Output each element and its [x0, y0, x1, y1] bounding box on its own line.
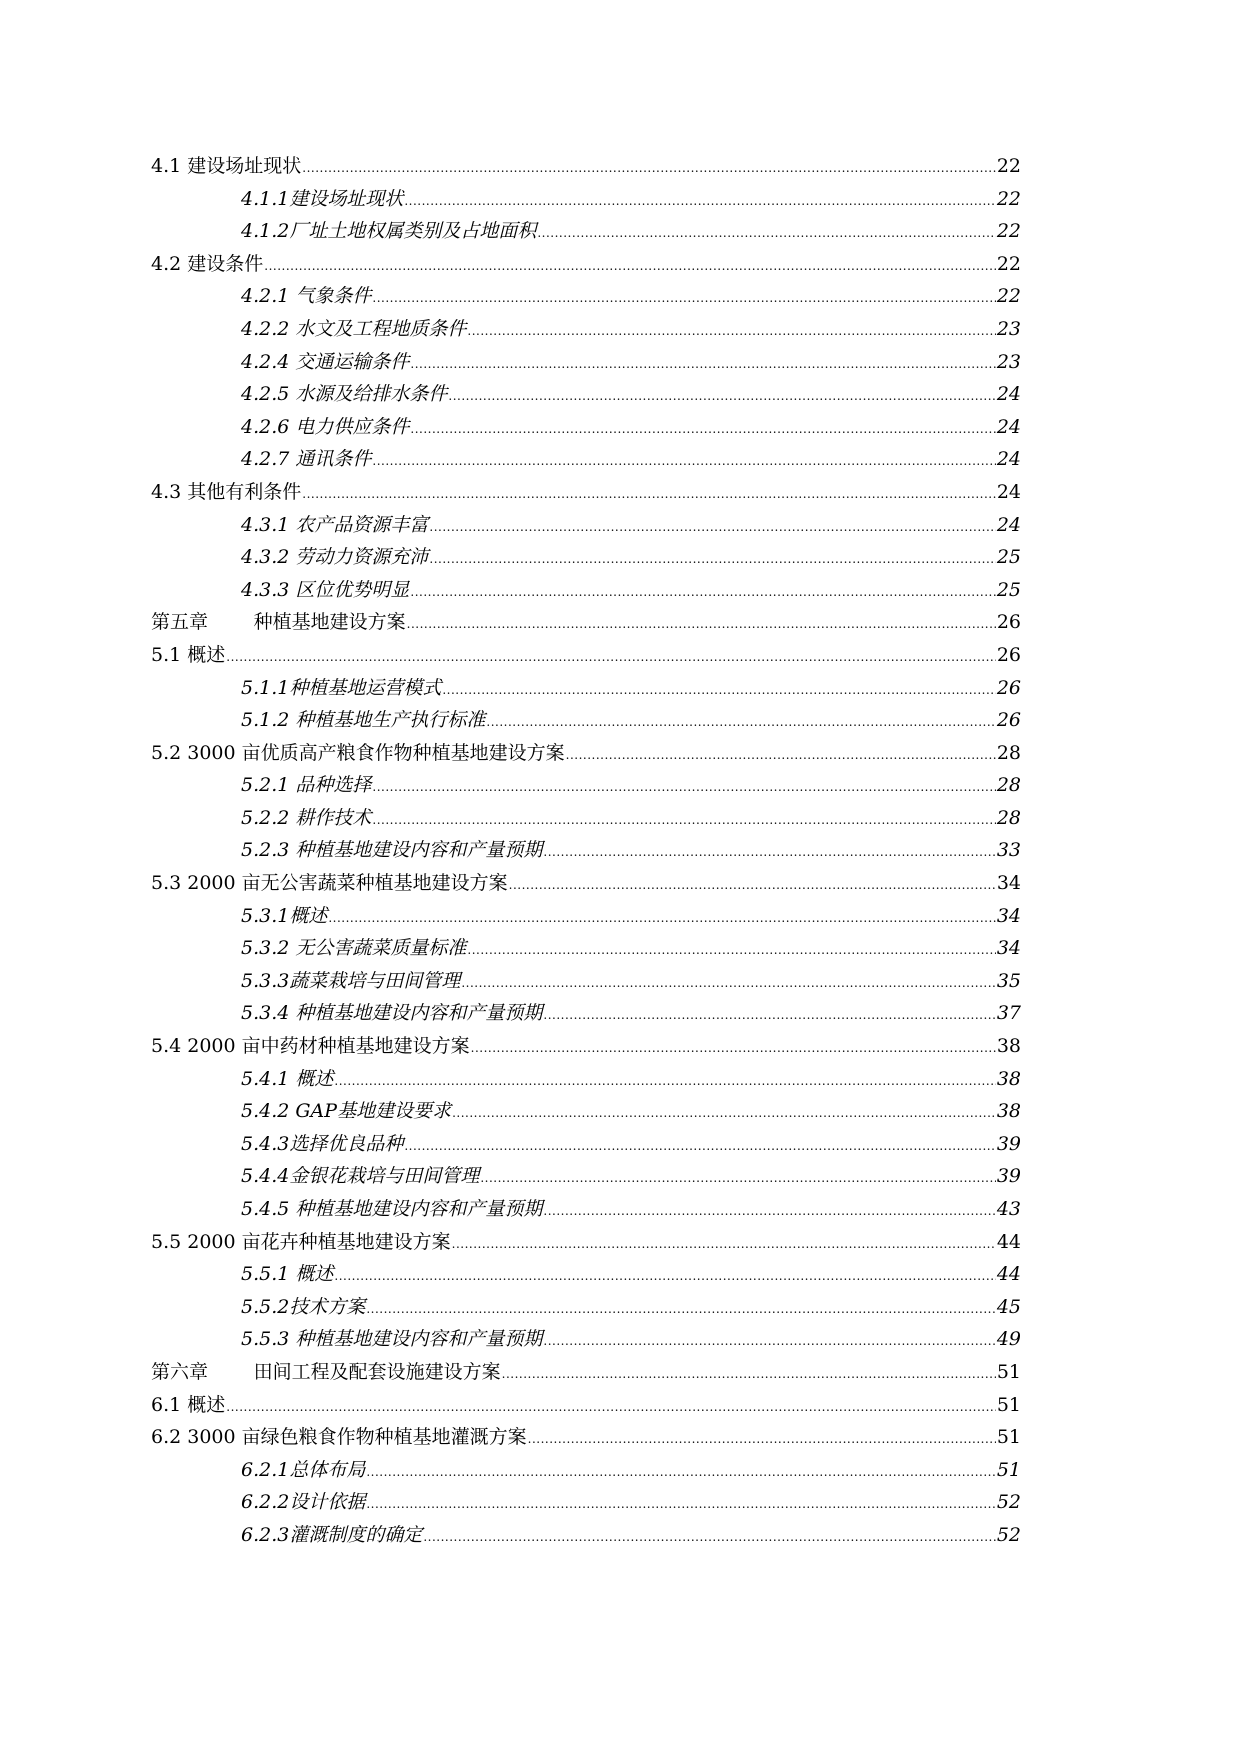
toc-entry-title: 4.2 建设条件: [151, 252, 264, 275]
toc-entry-title: 4.2.5 水源及给排水条件: [241, 383, 448, 406]
page-number: 24: [996, 480, 1021, 503]
dot-leader: [372, 282, 995, 315]
toc-entry-title: 5.5.2技术方案: [241, 1295, 366, 1318]
dot-leader: [461, 967, 995, 1000]
toc-subentry[interactable]: [151, 1160, 1021, 1193]
dot-leader: [502, 1358, 996, 1391]
toc-entry-title: 5.2.1 品种选择: [241, 774, 372, 797]
toc-subentry[interactable]: [151, 1291, 1021, 1324]
toc-entry-title: 6.1 概述: [151, 1393, 226, 1416]
toc-entry-title: 4.1 建设场址现状: [151, 155, 302, 177]
dot-leader: [486, 706, 995, 739]
dot-leader: [366, 1293, 995, 1326]
toc-entry-title: 5.3.2 无公害蔬菜质量标准: [241, 937, 467, 960]
page-number: 43: [996, 1198, 1021, 1220]
page-number: 25: [996, 546, 1021, 569]
page-number: 51: [996, 1360, 1021, 1383]
toc-entry-title: 6.2 3000 亩绿色粮食作物种植基地灌溉方案: [151, 1426, 527, 1449]
toc-entry[interactable]: [151, 150, 1021, 183]
page-number: 22: [996, 285, 1021, 308]
toc-entry[interactable]: [151, 1030, 1021, 1063]
dot-leader: [302, 478, 996, 511]
toc-subentry[interactable]: [151, 280, 1021, 313]
toc-entry-title: 5.3.4 种植基地建设内容和产量预期: [241, 1002, 543, 1025]
page-number: 34: [996, 872, 1021, 895]
dot-leader: [410, 576, 995, 609]
toc-entry-title: 6.2.1总体布局: [241, 1458, 366, 1481]
page-number: 26: [996, 643, 1021, 666]
page-number: 24: [996, 383, 1021, 406]
page-number: 28: [996, 806, 1021, 829]
toc-subentry[interactable]: [151, 1258, 1021, 1291]
chapter-label: 第六章: [151, 1360, 209, 1383]
toc-entry[interactable]: [151, 1356, 1021, 1389]
page-number: 52: [996, 1491, 1021, 1514]
toc-entry-title: 5.4.2 GAP基地建设要求: [241, 1100, 452, 1123]
dot-leader: [334, 1065, 995, 1098]
toc-entry[interactable]: [151, 867, 1021, 900]
page-number: 35: [996, 969, 1021, 992]
dot-leader: [480, 1162, 995, 1195]
page-number: 51: [996, 1458, 1021, 1481]
page-number: 39: [996, 1165, 1021, 1188]
dot-leader: [372, 771, 995, 804]
page-number: 28: [996, 741, 1021, 764]
chapter-title: 种植基地建设方案: [253, 611, 406, 634]
toc-entry-title: 4.3.1 农产品资源丰富: [241, 513, 429, 536]
dot-leader: [543, 1325, 995, 1358]
dot-leader: [467, 315, 995, 348]
toc-entry[interactable]: [151, 1226, 1021, 1259]
dot-leader: [334, 1260, 995, 1293]
toc-subentry[interactable]: [151, 443, 1021, 476]
page-number: 52: [996, 1523, 1021, 1546]
dot-leader: [226, 1391, 996, 1424]
toc-entry-title: [151, 1356, 501, 1389]
dot-leader: [372, 445, 995, 478]
dot-leader: [226, 641, 996, 674]
page-number: 26: [996, 611, 1021, 634]
page-number: 38: [996, 1035, 1021, 1058]
page-number: 22: [996, 220, 1021, 243]
page-number: 37: [996, 1002, 1021, 1025]
toc-entry-title: 4.3.2 劳动力资源充沛: [241, 546, 429, 569]
toc-subentry[interactable]: [151, 1486, 1021, 1519]
page-number: 34: [996, 937, 1021, 960]
page-number: 24: [996, 415, 1021, 438]
dot-leader: [442, 674, 995, 707]
toc-entry-title: 4.2.2 水文及工程地质条件: [241, 317, 467, 340]
toc-subentry[interactable]: [151, 574, 1021, 607]
toc-entry-title: 5.4.1 概述: [241, 1067, 334, 1090]
dot-leader: [543, 1195, 995, 1228]
toc-entry-title: 4.3 其他有利条件: [151, 480, 302, 503]
toc-entry[interactable]: [151, 737, 1021, 770]
dot-leader: [543, 999, 995, 1032]
toc-entry-title: 5.5 2000 亩花卉种植基地建设方案: [151, 1230, 451, 1253]
toc-entry-title: 5.1.2 种植基地生产执行标准: [241, 709, 486, 732]
toc-entry-title: 4.2.1 气象条件: [241, 285, 372, 308]
page-number: 24: [996, 448, 1021, 471]
dot-leader: [366, 1488, 995, 1521]
page-number: 25: [996, 578, 1021, 601]
toc-entry-title: 5.2.2 耕作技术: [241, 806, 372, 829]
page-number: 33: [996, 839, 1021, 862]
dot-leader: [302, 152, 996, 185]
dot-leader: [264, 250, 996, 283]
dot-leader: [528, 1423, 996, 1456]
dot-leader: [404, 185, 995, 218]
dot-leader: [467, 934, 995, 967]
toc-subentry[interactable]: [151, 215, 1021, 248]
toc-entry-title: 5.3.1概述: [241, 904, 328, 927]
toc-entry-title: 5.3 2000 亩无公害蔬菜种植基地建设方案: [151, 872, 508, 895]
page-number: 22: [996, 155, 1021, 177]
toc-entry-title: 5.1 概述: [151, 643, 226, 666]
toc-subentry[interactable]: [151, 704, 1021, 737]
toc-entry-title: 5.5.1 概述: [241, 1263, 334, 1286]
dot-leader: [407, 608, 996, 641]
toc-entry[interactable]: [151, 606, 1021, 639]
page-number: 22: [996, 252, 1021, 275]
toc-subentry[interactable]: [151, 1095, 1021, 1128]
dot-leader: [452, 1097, 996, 1130]
toc-entry-title: [151, 606, 406, 639]
dot-leader: [543, 836, 995, 869]
toc-entry-title: 4.2.4 交通运输条件: [241, 350, 410, 373]
dot-leader: [448, 380, 995, 413]
toc-entry-title: 4.2.6 电力供应条件: [241, 415, 410, 438]
toc-subentry[interactable]: [151, 1323, 1021, 1356]
toc-subentry[interactable]: [151, 1519, 1021, 1552]
page-number: 44: [996, 1263, 1021, 1286]
toc-entry-title: 5.2 3000 亩优质高产粮食作物种植基地建设方案: [151, 741, 565, 764]
toc-subentry[interactable]: [151, 378, 1021, 411]
toc-subentry[interactable]: [151, 672, 1021, 705]
toc-subentry[interactable]: [151, 411, 1021, 444]
dot-leader: [410, 348, 995, 381]
toc-subentry[interactable]: [151, 1193, 1021, 1226]
dot-leader: [566, 739, 996, 772]
page-number: 28: [996, 774, 1021, 797]
toc-entry-title: 5.4.3选择优良品种: [241, 1132, 404, 1155]
page-number: 51: [996, 1426, 1021, 1449]
toc-subentry[interactable]: [151, 541, 1021, 574]
toc-entry-title: 4.2.7 通讯条件: [241, 448, 372, 471]
toc-subentry[interactable]: [151, 346, 1021, 379]
toc-subentry[interactable]: [151, 997, 1021, 1030]
toc-entry[interactable]: [151, 248, 1021, 281]
page-number: 26: [996, 676, 1021, 699]
table-of-contents: [151, 150, 1021, 1552]
page-number: 23: [996, 350, 1021, 373]
dot-leader: [429, 543, 995, 576]
chapter-title: 田间工程及配套设施建设方案: [253, 1360, 501, 1383]
toc-entry-title: 5.3.3蔬菜栽培与田间管理: [241, 969, 461, 992]
toc-subentry[interactable]: [151, 932, 1021, 965]
toc-subentry[interactable]: [151, 509, 1021, 542]
toc-entry[interactable]: [151, 476, 1021, 509]
page-number: 39: [996, 1132, 1021, 1155]
dot-leader: [410, 413, 995, 446]
toc-entry-title: 5.5.3 种植基地建设内容和产量预期: [241, 1328, 543, 1351]
page-number: 22: [996, 187, 1021, 210]
toc-subentry[interactable]: [151, 1063, 1021, 1096]
page-number: 44: [996, 1230, 1021, 1253]
page-number: 23: [996, 317, 1021, 340]
page-number: 34: [996, 904, 1021, 927]
chapter-label: 第五章: [151, 611, 209, 634]
toc-entry[interactable]: [151, 1389, 1021, 1422]
toc-entry-title: 5.2.3 种植基地建设内容和产量预期: [241, 839, 543, 862]
page-number: 49: [996, 1328, 1021, 1351]
toc-subentry[interactable]: [151, 313, 1021, 346]
toc-subentry[interactable]: [151, 965, 1021, 998]
toc-entry-title: 5.4.4金银花栽培与田间管理: [241, 1165, 480, 1188]
toc-entry-title: 5.4 2000 亩中药材种植基地建设方案: [151, 1035, 470, 1058]
dot-leader: [509, 869, 996, 902]
toc-entry-title: 5.4.5 种植基地建设内容和产量预期: [241, 1198, 543, 1220]
toc-entry-title: 4.1.1建设场址现状: [241, 187, 404, 210]
toc-entry-title: 4.3.3 区位优势明显: [241, 578, 410, 601]
toc-subentry[interactable]: [151, 834, 1021, 867]
toc-entry-title: 6.2.3灌溉制度的确定: [241, 1523, 423, 1546]
toc-entry-title: 5.1.1种植基地运营模式: [241, 676, 442, 699]
dot-leader: [471, 1032, 996, 1065]
dot-leader: [429, 511, 995, 544]
dot-leader: [366, 1456, 995, 1489]
toc-entry[interactable]: [151, 1421, 1021, 1454]
toc-entry[interactable]: [151, 639, 1021, 672]
toc-entry-title: 6.2.2设计依据: [241, 1491, 366, 1514]
page-number: 38: [996, 1100, 1021, 1123]
page-number: 51: [996, 1393, 1021, 1416]
dot-leader: [452, 1228, 996, 1261]
toc-subentry[interactable]: [151, 802, 1021, 835]
dot-leader: [423, 1521, 995, 1554]
page-number: 38: [996, 1067, 1021, 1090]
dot-leader: [328, 902, 995, 935]
toc-subentry[interactable]: [151, 1454, 1021, 1487]
toc-subentry[interactable]: [151, 900, 1021, 933]
toc-subentry[interactable]: [151, 183, 1021, 216]
dot-leader: [372, 804, 995, 837]
toc-subentry[interactable]: [151, 1128, 1021, 1161]
dot-leader: [537, 217, 995, 250]
page-number: 24: [996, 513, 1021, 536]
page-number: 45: [996, 1295, 1021, 1318]
toc-subentry[interactable]: [151, 769, 1021, 802]
toc-entry-title: 4.1.2厂址土地权属类别及占地面积: [241, 220, 537, 243]
dot-leader: [404, 1130, 995, 1163]
page-number: 26: [996, 709, 1021, 732]
